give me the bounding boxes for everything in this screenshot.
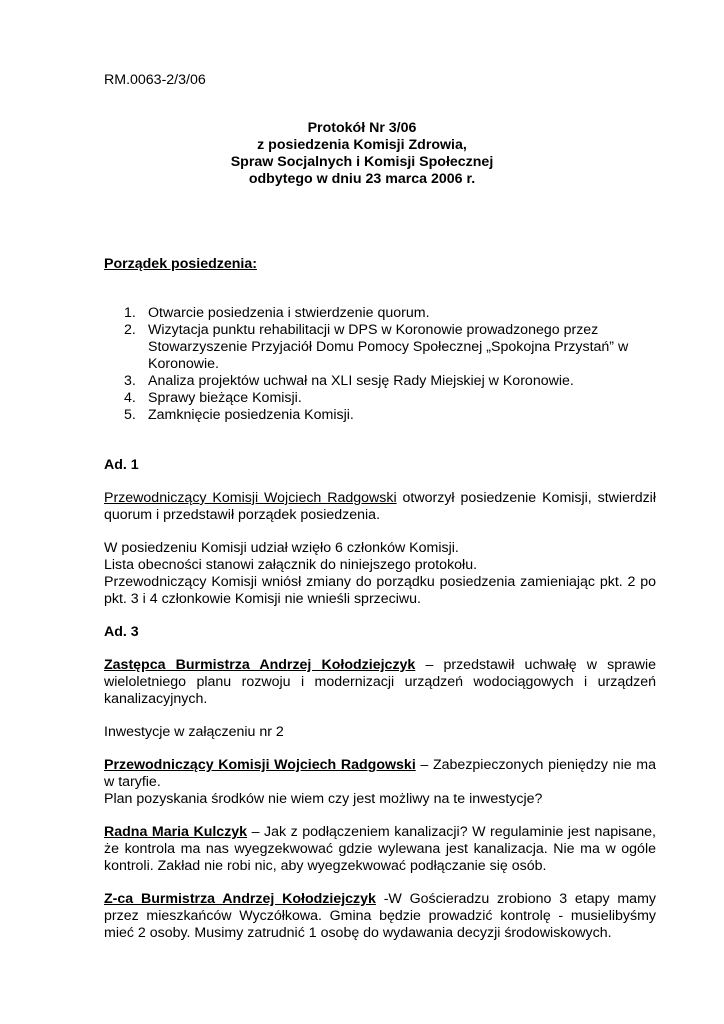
agenda-item-text: Sprawy bieżące Komisji. xyxy=(148,390,302,406)
document-title xyxy=(0,120,724,188)
ad1-opening-paragraph xyxy=(104,490,656,524)
agenda-item-number: 3. xyxy=(124,373,136,389)
agenda-item-text: Zamknięcie posiedzenia Komisji. xyxy=(148,407,354,423)
title-line: odbytego w dniu 23 marca 2006 r. xyxy=(248,171,476,187)
ad3-heading: Ad. 3 xyxy=(104,624,139,640)
speaker-name: Przewodniczący Komisji Wojciech Radgowski xyxy=(104,757,416,773)
ad3-paragraph-4 xyxy=(104,824,656,875)
paragraph-text: -W Gościeradzu zrobiono 3 etapy mamy przez mieszkańców Wyczółkowa. Gmina będzie prowadzić kontrolę - musielibyśmy mieć 2 osoby. Musimy zatrudnić 1 osobę do wydawania decyzji środowiskowych. xyxy=(104,891,656,941)
agenda-item xyxy=(104,305,656,322)
agenda-item xyxy=(104,407,656,424)
title-line: z posiedzenia Komisji Zdrowia, xyxy=(257,137,467,153)
document-reference-number: RM.0063-2/3/06 xyxy=(104,72,206,88)
ad3-paragraph-5 xyxy=(104,891,656,942)
paragraph-line: Lista obecności stanowi załącznik do niniejszego protokołu. xyxy=(104,557,478,573)
paragraph-text: – Zabezpieczonych pieniędzy nie ma w taryfie. xyxy=(104,757,656,790)
agenda-heading: Porządek posiedzenia: xyxy=(104,256,257,272)
paragraph-text: – przedstawił uchwałę w sprawie wieloletniego planu rozwoju i modernizacji urządzeń wodociągowych i urządzeń kanalizacyjnych. xyxy=(104,657,656,707)
ad3-paragraph-3 xyxy=(104,757,656,808)
speaker-name: Przewodniczący Komisji Wojciech Radgowski xyxy=(104,490,397,506)
agenda-item-text: Wizytacja punktu rehabilitacji w DPS w Koronowie prowadzonego przez Stowarzyszenie Przyjaciół Domu Pomocy Społecznej „Spokojna Przystań” w Koronowie. xyxy=(148,322,629,372)
paragraph-text: otworzył posiedzenie Komisji, stwierdził quorum i przedstawił porządek posiedzenia. xyxy=(104,490,656,523)
agenda-list xyxy=(104,305,656,424)
speaker-name: Zastępca Burmistrza Andrzej Kołodziejczyk xyxy=(104,657,416,673)
ad3-paragraph-1 xyxy=(104,657,656,708)
agenda-item-number: 2. xyxy=(124,322,136,338)
paragraph-text: – Jak z podłączeniem kanalizacji? W regulaminie jest napisane, że kontrola ma nas wyegzekwować gdzie wylewana jest kanalizacja. Nie ma w ogóle kontroli. Zakład nie robi nic, aby wyegzekwować podłączanie się osób. xyxy=(104,824,656,874)
agenda-item xyxy=(104,390,656,407)
paragraph-line: W posiedzeniu Komisji udział wzięło 6 członków Komisji. xyxy=(104,540,459,556)
agenda-item-text: Otwarcie posiedzenia i stwierdzenie quorum. xyxy=(148,305,430,321)
agenda-item xyxy=(104,322,656,373)
paragraph-line: Plan pozyskania środków nie wiem czy jest możliwy na te inwestycje? xyxy=(104,791,543,807)
agenda-item-text: Analiza projektów uchwał na XLI sesję Rady Miejskiej w Koronowie. xyxy=(148,373,574,389)
ad3-paragraph-2: Inwestycje w załączeniu nr 2 xyxy=(104,724,284,740)
ad1-attendance-paragraph xyxy=(104,540,656,608)
agenda-item-number: 4. xyxy=(124,390,136,406)
title-line: Protokół Nr 3/06 xyxy=(307,120,417,136)
paragraph-line xyxy=(104,757,656,791)
speaker-name: Radna Maria Kulczyk xyxy=(104,824,248,840)
agenda-item-number: 1. xyxy=(124,305,136,321)
speaker-name: Z-ca Burmistrza Andrzej Kołodziejczyk xyxy=(104,891,376,907)
agenda-item-number: 5. xyxy=(124,407,136,423)
paragraph-line: Przewodniczący Komisji wniósł zmiany do porządku posiedzenia zamieniając pkt. 2 po pkt. 3 i 4 członkowie Komisji nie wnieśli sprzeciwu. xyxy=(104,574,656,607)
agenda-item xyxy=(104,373,656,390)
ad1-heading: Ad. 1 xyxy=(104,457,139,473)
title-line: Spraw Socjalnych i Komisji Społecznej xyxy=(230,154,494,170)
